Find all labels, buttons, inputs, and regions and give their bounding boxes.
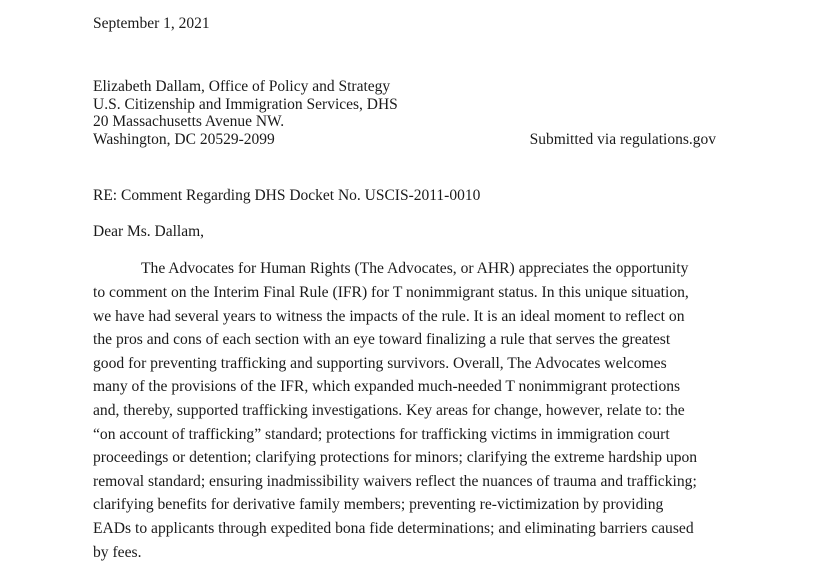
body-line: many of the provisions of the IFR, which expanded much-needed T nonimmigrant protections bbox=[93, 375, 718, 399]
body-paragraph bbox=[93, 257, 718, 564]
recipient-last-row bbox=[93, 131, 718, 149]
body-line: the pros and cons of each section with an eye toward finalizing a rule that serves the greatest bbox=[93, 328, 718, 352]
body-line: The Advocates for Human Rights (The Advocates, or AHR) appreciates the opportunity bbox=[93, 257, 718, 281]
recipient-line-3: 20 Massachusetts Avenue NW. bbox=[93, 113, 718, 131]
body-line: we have had several years to witness the impacts of the rule. It is an ideal moment to reflect on bbox=[93, 305, 718, 329]
recipient-address-block bbox=[93, 78, 718, 148]
document-content bbox=[93, 0, 718, 564]
body-line: removal standard; ensuring inadmissibility waivers reflect the nuances of trauma and trafficking; bbox=[93, 470, 718, 494]
subject-line: RE: Comment Regarding DHS Docket No. USCIS-2011-0010 bbox=[93, 186, 718, 205]
submitted-via-note: Submitted via regulations.gov bbox=[530, 131, 718, 149]
body-line: EADs to applicants through expedited bona fide determinations; and eliminating barriers caused bbox=[93, 517, 718, 541]
body-line: and, thereby, supported trafficking investigations. Key areas for change, however, relate to: the bbox=[93, 399, 718, 423]
recipient-line-2: U.S. Citizenship and Immigration Services, DHS bbox=[93, 96, 718, 114]
body-line: clarifying benefits for derivative family members; preventing re-victimization by providing bbox=[93, 493, 718, 517]
recipient-line-4: Washington, DC 20529-2099 bbox=[93, 131, 275, 149]
body-line: “on account of trafficking” standard; protections for trafficking victims in immigration court bbox=[93, 423, 718, 447]
recipient-line-1: Elizabeth Dallam, Office of Policy and Strategy bbox=[93, 78, 718, 96]
body-line: proceedings or detention; clarifying protections for minors; clarifying the extreme hardship upon bbox=[93, 446, 718, 470]
salutation: Dear Ms. Dallam, bbox=[93, 222, 718, 241]
letter-date: September 1, 2021 bbox=[93, 0, 718, 33]
body-line: good for preventing trafficking and supporting survivors. Overall, The Advocates welcomes bbox=[93, 352, 718, 376]
body-line: by fees. bbox=[93, 541, 718, 564]
body-line: to comment on the Interim Final Rule (IFR) for T nonimmigrant status. In this unique situation, bbox=[93, 281, 718, 305]
